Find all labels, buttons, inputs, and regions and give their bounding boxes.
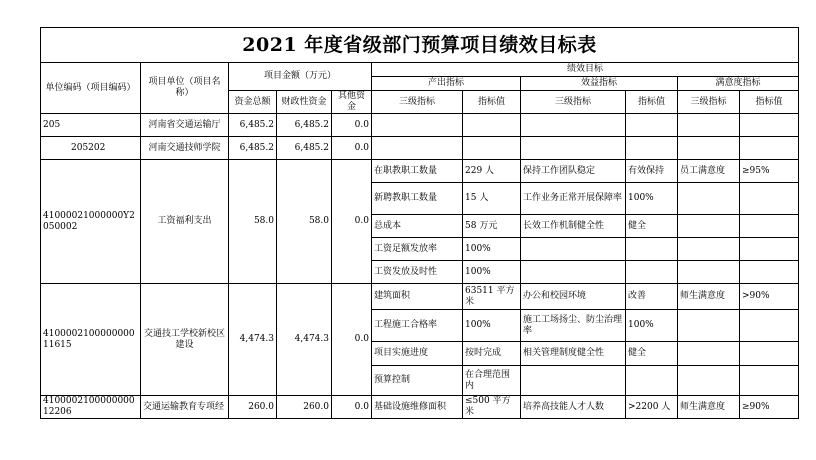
satisfaction-indicator: 师生满意度 bbox=[678, 396, 740, 419]
total-funds: 260.0 bbox=[229, 396, 277, 419]
benefit-indicator: 工作业务正常开展保障率 bbox=[521, 183, 626, 215]
output-indicator: 项目实施进度 bbox=[372, 342, 463, 366]
header-amount: 项目金额（万元） bbox=[229, 63, 372, 91]
page-title: 2021 年度省级部门预算项目绩效目标表 bbox=[41, 28, 799, 63]
benefit-indicator: 施工工场扬尘、防尘治理率 bbox=[521, 310, 626, 342]
benefit-value: 100% bbox=[626, 183, 678, 215]
benefit-indicator: 相关管理制度健全性 bbox=[521, 342, 626, 366]
project-code: 410000210000000011615 bbox=[41, 284, 141, 396]
header-fiscal-funds: 财政性资金 bbox=[277, 91, 332, 114]
other-funds: 0.0 bbox=[332, 114, 372, 137]
performance-table-sheet bbox=[40, 27, 798, 419]
output-indicator: 总成本 bbox=[372, 215, 463, 238]
project-name: 工资福利支出 bbox=[141, 160, 229, 284]
header-output-level3: 三级指标 bbox=[372, 91, 463, 114]
project-code: 410000210000000012206 bbox=[41, 396, 141, 419]
output-indicator: 工资发放及时性 bbox=[372, 261, 463, 284]
output-indicator: 新聘教职工数量 bbox=[372, 183, 463, 215]
output-indicator: 工资足额发放率 bbox=[372, 238, 463, 261]
output-value: 15 人 bbox=[463, 183, 521, 215]
total-funds: 6,485.2 bbox=[229, 114, 277, 137]
unit-name: 河南交通技师学院 bbox=[141, 137, 229, 160]
fiscal-funds: 58.0 bbox=[277, 160, 332, 284]
fiscal-funds: 6,485.2 bbox=[277, 137, 332, 160]
fiscal-funds: 4,474.3 bbox=[277, 284, 332, 396]
header-project-unit: 项目单位（项目名称） bbox=[141, 63, 229, 114]
table-row bbox=[41, 284, 799, 310]
output-value: 229 人 bbox=[463, 160, 521, 183]
benefit-indicator: 办公和校园环境 bbox=[521, 284, 626, 310]
output-value: 58 万元 bbox=[463, 215, 521, 238]
output-indicator: 工程施工合格率 bbox=[372, 310, 463, 342]
benefit-value: 健全 bbox=[626, 342, 678, 366]
output-value: 100% bbox=[463, 261, 521, 284]
header-perf-goal: 绩效目标 bbox=[372, 63, 799, 77]
table-row bbox=[41, 137, 799, 160]
fiscal-funds: 260.0 bbox=[277, 396, 332, 419]
benefit-value: 有效保持 bbox=[626, 160, 678, 183]
performance-goal-table bbox=[40, 27, 799, 419]
benefit-indicator: 保持工作团队稳定 bbox=[521, 160, 626, 183]
benefit-value: 100% bbox=[626, 310, 678, 342]
satisfaction-value: ≥90% bbox=[740, 396, 799, 419]
header-output-value: 指标值 bbox=[463, 91, 521, 114]
header-benefit-indicator: 效益指标 bbox=[521, 77, 678, 91]
output-value: 63511 平方米 bbox=[463, 284, 521, 310]
total-funds: 4,474.3 bbox=[229, 284, 277, 396]
unit-name: 河南省交通运输厅 bbox=[141, 114, 229, 137]
other-funds: 0.0 bbox=[332, 137, 372, 160]
benefit-indicator: 长效工作机制健全性 bbox=[521, 215, 626, 238]
header-unit-code: 单位编码（项目编码） bbox=[41, 63, 141, 114]
fiscal-funds: 6,485.2 bbox=[277, 114, 332, 137]
output-value: 100% bbox=[463, 310, 521, 342]
project-name: 交通运输教育专项经 bbox=[141, 396, 229, 419]
header-benefit-value: 指标值 bbox=[626, 91, 678, 114]
satisfaction-value: ≥95% bbox=[740, 160, 799, 183]
benefit-value: 健全 bbox=[626, 215, 678, 238]
satisfaction-indicator: 员工满意度 bbox=[678, 160, 740, 183]
header-total-funds: 资金总额 bbox=[229, 91, 277, 114]
output-indicator: 在职教职工数量 bbox=[372, 160, 463, 183]
header-benefit-level3: 三级指标 bbox=[521, 91, 626, 114]
unit-code: 205 bbox=[41, 114, 141, 137]
output-indicator: 建筑面积 bbox=[372, 284, 463, 310]
header-other-funds: 其他资金 bbox=[332, 91, 372, 114]
table-row bbox=[41, 114, 799, 137]
output-indicator: 基础设施维修面积 bbox=[372, 396, 463, 419]
project-code: 41000021000000Y2050002 bbox=[41, 160, 141, 284]
satisfaction-indicator: 师生满意度 bbox=[678, 284, 740, 310]
output-value: ≤500 平方米 bbox=[463, 396, 521, 419]
total-funds: 6,485.2 bbox=[229, 137, 277, 160]
benefit-indicator: 培养高技能人才人数 bbox=[521, 396, 626, 419]
project-name: 交通技工学校新校区建设 bbox=[141, 284, 229, 396]
benefit-value: >2200 人 bbox=[626, 396, 678, 419]
total-funds: 58.0 bbox=[229, 160, 277, 284]
other-funds: 0.0 bbox=[332, 284, 372, 396]
other-funds: 0.0 bbox=[332, 396, 372, 419]
header-satisfaction-indicator: 满意度指标 bbox=[678, 77, 799, 91]
unit-code: 205202 bbox=[41, 137, 141, 160]
output-value: 在合理范围内 bbox=[463, 366, 521, 396]
table-row bbox=[41, 160, 799, 183]
header-output-indicator: 产出指标 bbox=[372, 77, 521, 91]
benefit-value: 改善 bbox=[626, 284, 678, 310]
other-funds: 0.0 bbox=[332, 160, 372, 284]
header-satisfaction-level3: 三级指标 bbox=[678, 91, 740, 114]
satisfaction-value: >90% bbox=[740, 284, 799, 310]
output-value: 100% bbox=[463, 238, 521, 261]
output-value: 按时完成 bbox=[463, 342, 521, 366]
output-indicator: 预算控制 bbox=[372, 366, 463, 396]
table-row bbox=[41, 396, 799, 419]
header-satisfaction-value: 指标值 bbox=[740, 91, 799, 114]
